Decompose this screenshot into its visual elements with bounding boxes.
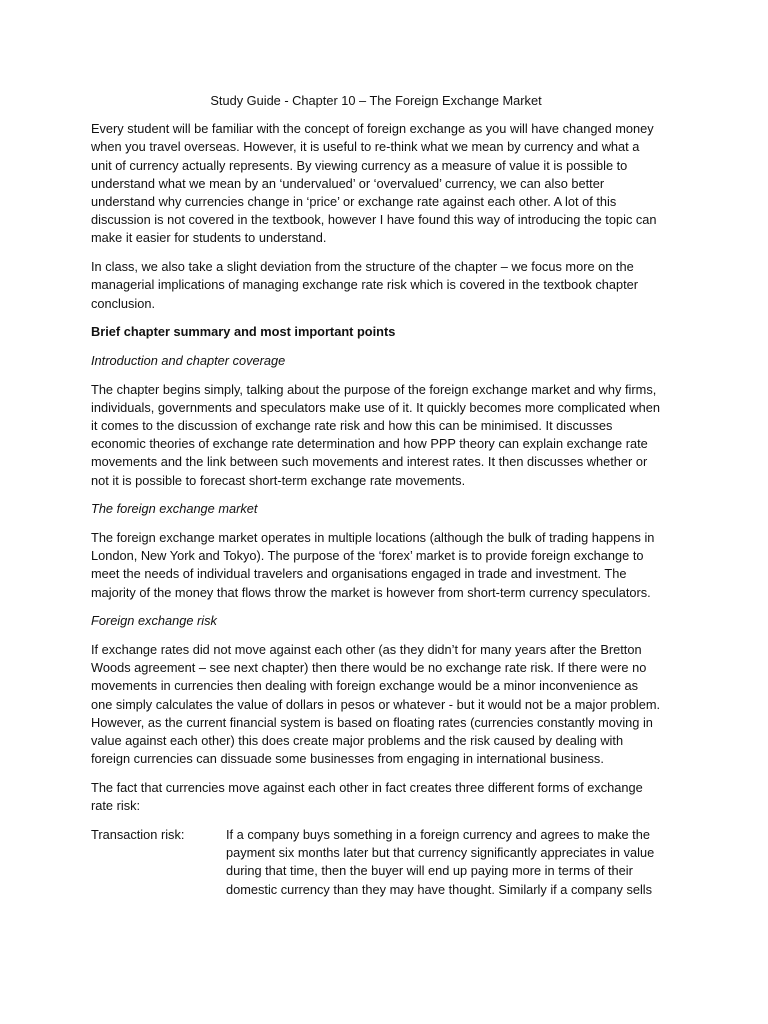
document-title: Study Guide - Chapter 10 – The Foreign Exchange Market: [210, 93, 542, 108]
section-heading-introduction: Introduction and chapter coverage: [91, 352, 286, 368]
definition-transaction-risk: [91, 826, 661, 899]
section-heading-foreign-exchange-risk: Foreign exchange risk: [91, 613, 217, 629]
section-heading-foreign-exchange-market: The foreign exchange market: [91, 501, 258, 517]
section-foreign-exchange-market-paragraph: The foreign exchange market operates in multiple locations (although the bulk of trading happens in London, New York and Tokyo). The purpose of the ‘forex’ market is to provide foreign exchange to meet the needs of individual travelers and organisations engaged in trade and investment. The majority of the money that flows throw the market is however from short-term currency speculators.: [91, 530, 655, 600]
definition-body: If a company buys something in a foreign currency and agrees to make the payment six months later but that currency significantly appreciates in value during that time, then the buyer will end up paying more in terms of their domestic currency than they may have thought. Similarly if a company sells: [226, 826, 655, 897]
document-page: [91, 92, 661, 899]
summary-heading: Brief chapter summary and most important points: [91, 324, 396, 340]
definition-term: Transaction risk:: [91, 826, 185, 842]
section-introduction-paragraph: The chapter begins simply, talking about the purpose of the foreign exchange market and why firms, individuals, governments and speculators make use of it. It quickly becomes more complicated when it comes to the discussion of exchange rate risk and how this can be minimised. It discusses economic theories of exchange rate determination and how PPP theory can explain exchange rate movements and the link between such movements and interest rates. It then discusses whether or not it is possible to forecast short-term exchange rate movements.: [91, 381, 661, 488]
intro-paragraph-1: Every student will be familiar with the concept of foreign exchange as you will have changed money when you travel overseas. However, it is useful to re-think what we mean by currency and what a unit of currency actually represents. By viewing currency as a measure of value it is possible to understand what we mean by an ‘undervalued’ or ‘overvalued’ currency, we can also better understand why currencies change in ‘price’ or exchange rate against each other. A lot of this discussion is not covered in the textbook, however I have found this way of introducing the topic can make it easier for students to understand.: [91, 121, 657, 246]
section-foreign-exchange-risk-paragraph-2: The fact that currencies move against each other in fact creates three different forms of exchange rate risk:: [91, 780, 643, 814]
intro-paragraph-2: In class, we also take a slight deviation from the structure of the chapter – we focus more on the managerial implications of managing exchange rate risk which is covered in the textbook chapter conclusion.: [91, 259, 639, 311]
section-foreign-exchange-risk-paragraph-1: If exchange rates did not move against each other (as they didn’t for many years after the Bretton Woods agreement – see next chapter) then there would be no exchange rate risk. If there were no movements in currencies then dealing with foreign exchange would be a minor inconvenience as one simply calculates the value of dollars in pesos or whatever - but it would not be a major problem. However, as the current financial system is based on floating rates (currencies constantly moving in value against each other) this does create major problems and the risk caused by dealing with foreign currencies can dissuade some businesses from engaging in international business.: [91, 642, 661, 767]
